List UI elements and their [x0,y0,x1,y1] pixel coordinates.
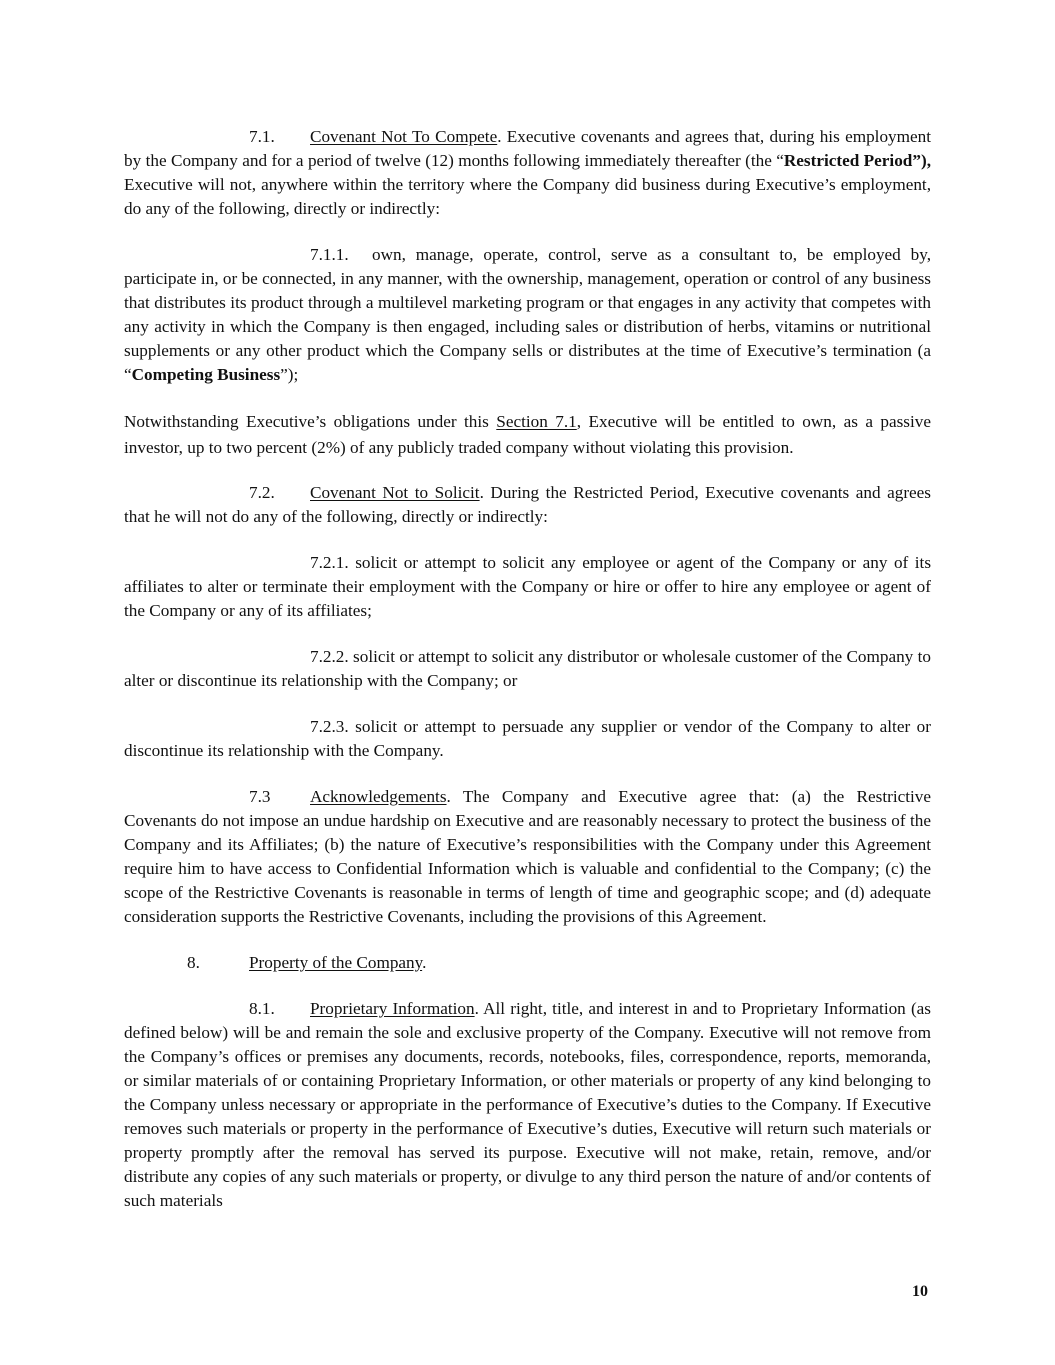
section-text: . [422,953,427,972]
paragraph-text: Notwithstanding Executive’s obligations under this [124,412,497,431]
section-text: . All right, title, and interest in and to Proprietary Information (as defined below) will be and remain the sole and exclusive property of the Company. Executive will not remove from the Company’s offices or premises any documents, records, notebooks, files, correspondence, reports, memoranda, or similar materials of or containing Proprietary Information, or other materials or property of any kind belonging to the Company unless necessary or appropriate in the performance of Executive’s duties to the Company. If Executive removes such materials or property in the performance of Executive’s duties, Executive will return such materials or property promptly after the removal has served its purpose. Executive will not make, retain, remove, and/or distribute any copies of any such materials or property, or divulge to any third person the nature of and/or contents of such materials [124,999,931,1210]
section-heading: Proprietary Information [310,999,475,1018]
document-page [124,125,931,1213]
section-7-1-reference: Section 7.1 [496,412,577,431]
section-7-1 [124,125,931,221]
section-7-1-1 [124,243,931,387]
section-text: . During the Restricted Period, Executive covenants and agrees that he will not do any of the following, directly or indirectly: [124,483,931,526]
section-text-close: ”); [280,365,299,384]
section-heading: Covenant Not To Compete [310,127,498,146]
section-7-2-2 [124,645,931,693]
page-number: 10 [912,1283,928,1300]
section-number: 8.1. [249,999,275,1018]
section-heading: Covenant Not to Solicit [310,483,480,502]
section-text: solicit or attempt to solicit any distributor or wholesale customer of the Company to alter or discontinue its relationship with the Company; or [124,647,932,690]
section-7-2-1 [124,551,931,623]
section-8-1 [124,997,931,1213]
section-7-2 [124,481,931,529]
section-number: 7.2. [249,483,275,502]
section-text: . The Company and Executive agree that: (a) the Restrictive Covenants do not impose an undue hardship on Executive and are reasonably necessary to protect the business of the Company and its Affiliates; (b) the nature of Executive’s responsibilities with the Company under this Agreement require him to have access to Confidential Information which is valuable and confidential to the Company; (c) the scope of the Restrictive Covenants is reasonable in terms of length of time and geographic scope; and (d) adequate consideration supports the Restrictive Covenants, including the provisions of this Agreement. [124,787,931,926]
section-text: own, manage, operate, control, serve as a consultant to, be employed by, participate in, or be connected, in any manner, with the ownership, management, operation or control of any business that distributes its product through a multilevel marketing program or that engages in any activity that competes with any activity in which the Company is then engaged, including sales or distribution of herbs, vitamins or nutritional supplements or any other product which the Company sells or distributes at the time of Executive’s termination (a “ [124,245,931,384]
section-text: solicit or attempt to persuade any supplier or vendor of the Company to alter or discontinue its relationship with the Company. [124,717,931,760]
section-text: Executive will not, anywhere within the territory where the Company did business during Executive’s employment, do any of the following, directly or indirectly: [124,175,931,218]
defined-term-close: ”), [912,151,931,170]
section-8 [124,951,931,975]
section-number: 7.1.1. [310,245,349,264]
section-7-3 [124,785,931,929]
section-text: solicit or attempt to solicit any employee or agent of the Company or any of its affiliates to alter or terminate their employment with the Company or hire or offer to hire any employee or agent of the Company or any of its affiliates; [124,553,932,620]
section-number: 7.2.2. [310,647,349,666]
defined-term: Competing Business [131,365,281,384]
section-number: 7.1. [249,127,275,146]
notwithstanding-paragraph [124,409,931,461]
section-7-2-3 [124,715,931,763]
section-number: 8. [187,953,200,972]
paragraph-text: , Executive will be entitled to own, as a passive investor, up to two percent (2%) of any publicly traded company without violating this provision. [124,412,931,457]
section-heading: Acknowledgements [310,787,447,806]
section-heading: Property of the Company [249,953,423,972]
defined-term: Restricted Period [783,151,913,170]
section-text: . Executive covenants and agrees that, during his employment by the Company and for a period of twelve (12) months following immediately thereafter (the “ [124,127,931,170]
section-number: 7.2.3. [310,717,349,736]
section-number: 7.3 [249,787,271,806]
section-number: 7.2.1. [310,553,349,572]
